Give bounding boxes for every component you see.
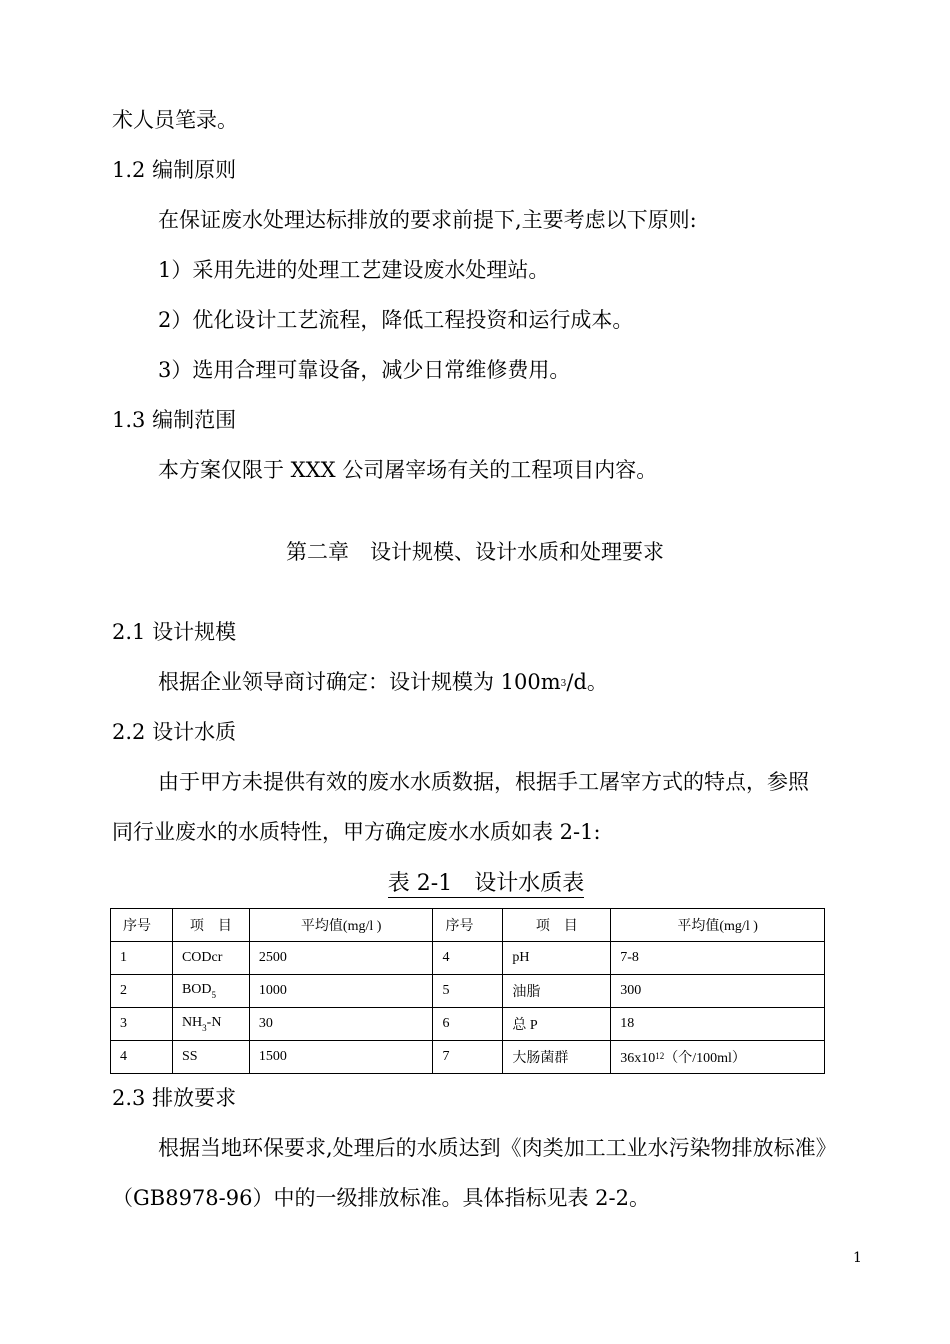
page-number: 1 bbox=[853, 1250, 862, 1266]
table-cell: 大肠菌群 bbox=[503, 1041, 611, 1074]
superscript: 12 bbox=[655, 1051, 665, 1061]
table-cell: 3 bbox=[111, 1008, 173, 1041]
value-unit: （个/100ml） bbox=[664, 1051, 746, 1066]
table-cell: 30 bbox=[249, 1008, 433, 1041]
paragraph-text: 根据企业领导商讨确定：设计规模为 100m bbox=[158, 670, 561, 694]
paragraph: 本方案仅限于 XXX 公司屠宰场有关的工程项目内容。 bbox=[158, 458, 658, 482]
header-cell: 项 目 bbox=[172, 909, 249, 942]
item-name-tail: -N bbox=[206, 1015, 222, 1030]
section-heading: 1.2 编制原则 bbox=[112, 158, 237, 182]
table-cell: 2500 bbox=[249, 942, 433, 975]
subscript: 3 bbox=[202, 1023, 207, 1033]
chapter-title: 第二章 设计规模、设计水质和处理要求 bbox=[286, 540, 664, 564]
table-cell: 4 bbox=[111, 1041, 173, 1074]
paragraph: 由于甲方未提供有效的废水水质数据，根据手工屠宰方式的特点，参照 bbox=[158, 770, 809, 794]
table-cell: 1 bbox=[111, 942, 173, 975]
table-caption bbox=[0, 866, 950, 897]
list-item: 3）选用合理可靠设备，减少日常维修费用。 bbox=[158, 358, 571, 382]
table-cell bbox=[172, 1008, 249, 1041]
item-name: SS bbox=[181, 1049, 198, 1064]
table-cell: 6 bbox=[433, 1008, 503, 1041]
table-cell: pH bbox=[503, 942, 611, 975]
paragraph bbox=[158, 667, 608, 699]
list-item: 1）采用先进的处理工艺建设废水处理站。 bbox=[158, 258, 550, 282]
table-cell: 2 bbox=[111, 975, 173, 1008]
section-heading: 2.3 排放要求 bbox=[112, 1086, 237, 1110]
table-row bbox=[111, 942, 825, 975]
table-row bbox=[111, 975, 825, 1008]
table-caption-text: 表 2-1 设计水质表 bbox=[387, 871, 585, 896]
table-cell bbox=[172, 1041, 249, 1074]
table-cell: 总 P bbox=[503, 1008, 611, 1041]
table-cell: 7-8 bbox=[611, 942, 825, 975]
header-cell: 序号 bbox=[433, 909, 503, 942]
section-heading: 1.3 编制范围 bbox=[112, 408, 237, 432]
table-row bbox=[111, 1008, 825, 1041]
table-cell: 7 bbox=[433, 1041, 503, 1074]
table-row bbox=[111, 1041, 825, 1074]
header-cell: 平均值(mg/l ) bbox=[611, 909, 825, 942]
item-name: BOD bbox=[181, 982, 212, 997]
paragraph-text: /d。 bbox=[566, 670, 608, 694]
header-cell: 平均值(mg/l ) bbox=[249, 909, 433, 942]
table-cell: 18 bbox=[611, 1008, 825, 1041]
subscript: 5 bbox=[211, 990, 216, 1000]
table-cell bbox=[172, 942, 249, 975]
table-header-row bbox=[111, 909, 825, 942]
table-cell bbox=[172, 975, 249, 1008]
table-cell: 5 bbox=[433, 975, 503, 1008]
header-cell: 项 目 bbox=[503, 909, 611, 942]
section-heading: 2.1 设计规模 bbox=[112, 620, 237, 644]
paragraph: 在保证废水处理达标排放的要求前提下,主要考虑以下原则: bbox=[158, 208, 697, 232]
item-name: CODcr bbox=[181, 950, 223, 965]
table-cell: 1500 bbox=[249, 1041, 433, 1074]
paragraph: 同行业废水的水质特性，甲方确定废水水质如表 2-1: bbox=[112, 820, 601, 844]
header-cell: 序号 bbox=[111, 909, 173, 942]
water-quality-table bbox=[110, 908, 825, 1074]
paragraph: 根据当地环保要求,处理后的水质达到《肉类加工工业水污染物排放标准》 bbox=[158, 1136, 837, 1160]
table-cell: 4 bbox=[433, 942, 503, 975]
table-cell bbox=[611, 1041, 825, 1074]
section-heading: 2.2 设计水质 bbox=[112, 720, 237, 744]
table-cell: 1000 bbox=[249, 975, 433, 1008]
list-item: 2）优化设计工艺流程，降低工程投资和运行成本。 bbox=[158, 308, 634, 332]
table-cell: 油脂 bbox=[503, 975, 611, 1008]
superscript: 3 bbox=[560, 679, 567, 689]
item-name: NH bbox=[181, 1015, 203, 1030]
paragraph: （GB8978-96）中的一级排放标准。具体指标见表 2-2。 bbox=[112, 1186, 650, 1210]
value-text: 36x10 bbox=[620, 1051, 656, 1066]
text-line: 术人员笔录。 bbox=[112, 108, 238, 132]
table-cell: 300 bbox=[611, 975, 825, 1008]
